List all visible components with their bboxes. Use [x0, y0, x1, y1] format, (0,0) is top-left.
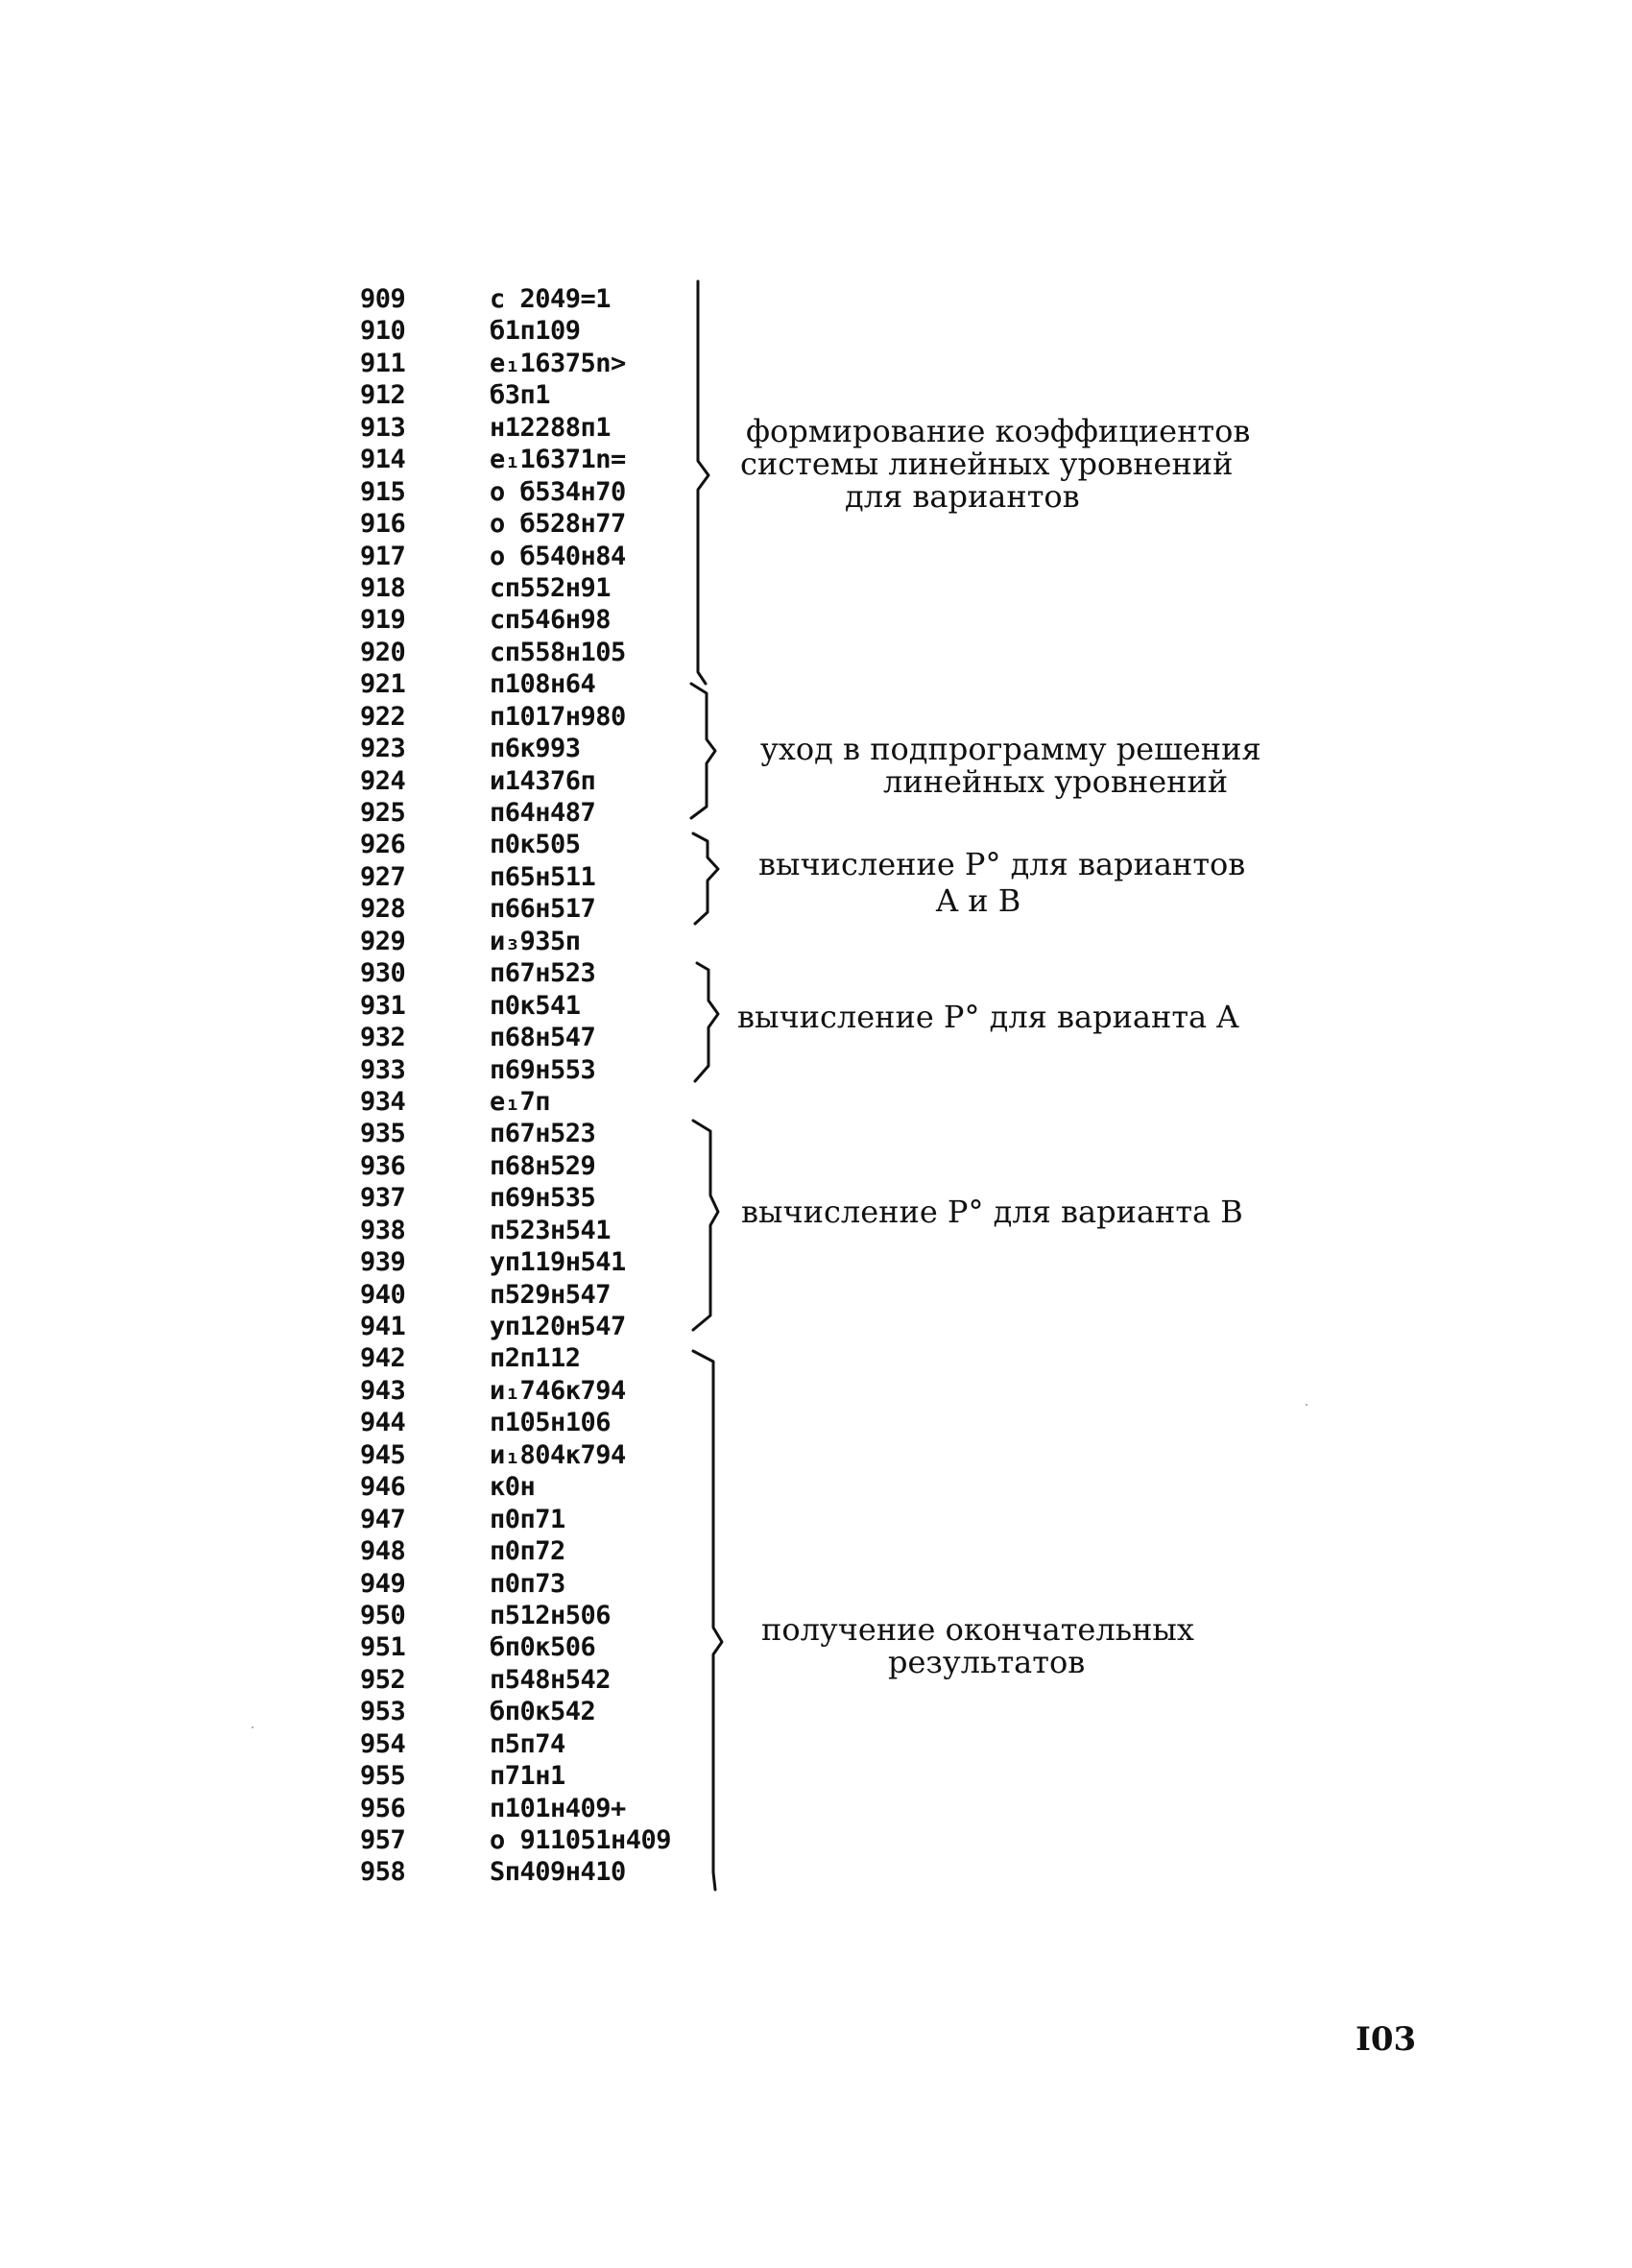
instruction-code: п5п74: [490, 1728, 565, 1759]
line-number: 949: [360, 1568, 406, 1599]
instruction-code: и₁804к794: [490, 1439, 626, 1470]
line-number: 911: [360, 348, 406, 378]
line-number: 952: [360, 1664, 406, 1695]
brace-909-921: [698, 281, 708, 684]
instruction-code: п6к993: [490, 734, 581, 764]
instruction-code: п64н487: [490, 798, 596, 828]
instruction-code: e₁16371n=: [490, 445, 626, 475]
brace-921-925: [691, 684, 715, 818]
line-number: 950: [360, 1600, 406, 1630]
comment-p-ab: [758, 848, 1245, 917]
line-number: 940: [360, 1279, 406, 1310]
line-number: 954: [360, 1728, 406, 1759]
comment-coefficients: [740, 413, 1251, 515]
line-number: 956: [360, 1793, 406, 1823]
line-number: 925: [360, 798, 406, 828]
line-number: 931: [360, 990, 406, 1021]
scan-speck: [1306, 1404, 1308, 1406]
line-number: 916: [360, 509, 406, 540]
comment-line: вычисление P° для варианта A: [737, 999, 1239, 1035]
instruction-code: п529н547: [490, 1279, 612, 1310]
comment-line: системы линейных уровнений: [740, 446, 1234, 482]
line-number: 919: [360, 605, 406, 636]
comment-line: получение окончательных: [761, 1611, 1194, 1648]
instruction-code: o б534н70: [490, 476, 626, 507]
line-number: 914: [360, 445, 406, 475]
instruction-code: п0к505: [490, 830, 581, 860]
scan-speck: [252, 1726, 253, 1728]
line-number: 948: [360, 1536, 406, 1567]
line-number: 932: [360, 1023, 406, 1053]
instruction-code: o б528н77: [490, 509, 626, 540]
comment-line: формирование коэффициентов: [746, 413, 1251, 449]
instruction-code: п0п73: [490, 1568, 565, 1599]
instruction-code: и14376п: [490, 765, 596, 796]
line-number: 936: [360, 1150, 406, 1181]
line-number: 942: [360, 1343, 406, 1374]
line-number: 930: [360, 958, 406, 989]
instruction-code: б1п109: [490, 316, 581, 347]
comment-line: A и B: [936, 882, 1021, 919]
line-number: 913: [360, 412, 406, 443]
brace-935-941: [693, 1121, 718, 1330]
instruction-code: cп552н91: [490, 572, 612, 603]
line-number: 929: [360, 926, 406, 956]
line-number: 923: [360, 734, 406, 764]
line-number: 939: [360, 1247, 406, 1278]
instruction-code: cп558н105: [490, 637, 626, 667]
line-number: 910: [360, 316, 406, 347]
line-number: 945: [360, 1439, 406, 1470]
instruction-code: п2п112: [490, 1343, 581, 1374]
instruction-code: cп546н98: [490, 605, 612, 636]
instruction-code: п66н517: [490, 894, 596, 925]
instruction-code: п512н506: [490, 1600, 612, 1630]
instruction-code: бп0к506: [490, 1632, 596, 1663]
line-number: 912: [360, 380, 406, 411]
instruction-code: б3п1: [490, 380, 551, 411]
instruction-code: п0п72: [490, 1536, 565, 1567]
instruction-code: бп0к542: [490, 1697, 596, 1727]
instruction-code: п67н523: [490, 1119, 596, 1149]
comment-line: вычисление P° для вариантов: [758, 846, 1246, 882]
line-number: 924: [360, 765, 406, 796]
instruction-code: c 2049=1: [490, 284, 612, 314]
brace-926-928: [693, 833, 718, 924]
instruction-code: п71н1: [490, 1761, 565, 1792]
comment-line: для вариантов: [845, 478, 1080, 515]
instruction-code: o б540н84: [490, 541, 626, 571]
line-number: 917: [360, 541, 406, 571]
line-number: 953: [360, 1697, 406, 1727]
line-number: 937: [360, 1183, 406, 1214]
line-number: 927: [360, 861, 406, 892]
line-number: 920: [360, 637, 406, 667]
line-number: 933: [360, 1054, 406, 1085]
line-number: 946: [360, 1472, 406, 1503]
instruction-code: уп120н547: [490, 1312, 626, 1341]
instruction-code: п105н106: [490, 1408, 612, 1438]
instruction-code: п67н523: [490, 958, 596, 989]
line-number: 922: [360, 701, 406, 732]
line-number: 957: [360, 1825, 406, 1855]
line-number: 958: [360, 1857, 406, 1888]
instruction-code: п69н553: [490, 1054, 596, 1085]
instruction-code: и₃935п: [490, 926, 581, 956]
instruction-code: Sп409н410: [490, 1857, 626, 1888]
instruction-code: уп119н541: [490, 1247, 626, 1278]
instruction-code: e₁7п: [490, 1086, 551, 1117]
line-number: 909: [360, 284, 406, 314]
instruction-code: п1017н980: [490, 701, 626, 732]
instruction-code: o 911051н409: [490, 1825, 672, 1855]
line-number: 941: [360, 1312, 406, 1341]
line-number: 921: [360, 669, 406, 700]
comment-p-b: [741, 1195, 1243, 1228]
instruction-code: п68н529: [490, 1150, 596, 1181]
comment-line: вычисление P° для варианта B: [741, 1194, 1243, 1230]
line-number: 955: [360, 1761, 406, 1792]
line-number: 918: [360, 572, 406, 603]
line-number: 951: [360, 1632, 406, 1663]
instruction-code: и₁746к794: [490, 1375, 626, 1406]
comment-line: уход в подпрограмму решения: [760, 731, 1261, 767]
comment-p-a: [737, 1001, 1238, 1033]
instruction-code: к0н: [490, 1472, 536, 1503]
comment-line: результатов: [888, 1644, 1086, 1680]
instruction-code: e₁16375n>: [490, 348, 626, 378]
comment-line: линейных уровнений: [883, 763, 1229, 800]
instruction-code: п0к541: [490, 990, 581, 1021]
line-number: 947: [360, 1504, 406, 1534]
instruction-code: п101н409+: [490, 1793, 626, 1823]
line-number: 926: [360, 830, 406, 860]
line-number: 943: [360, 1375, 406, 1406]
instruction-code: п65н511: [490, 861, 596, 892]
brace-930-933: [695, 963, 718, 1081]
line-number: 938: [360, 1215, 406, 1245]
line-number: 935: [360, 1119, 406, 1149]
brace-942-958: [693, 1351, 722, 1890]
comment-subroutine: [760, 733, 1261, 798]
instruction-code: п0п71: [490, 1504, 565, 1534]
line-number: 934: [360, 1086, 406, 1117]
instruction-code: п69н535: [490, 1183, 596, 1214]
line-number: 944: [360, 1408, 406, 1438]
comment-final-results: [761, 1613, 1194, 1678]
instruction-code: п108н64: [490, 669, 596, 700]
line-number: 915: [360, 476, 406, 507]
instruction-code: п68н547: [490, 1023, 596, 1053]
instruction-code: п523н541: [490, 1215, 612, 1245]
page-number: I03: [1356, 2020, 1417, 2059]
instruction-code: н12288п1: [490, 412, 612, 443]
line-number: 928: [360, 894, 406, 925]
instruction-code: п548н542: [490, 1664, 612, 1695]
